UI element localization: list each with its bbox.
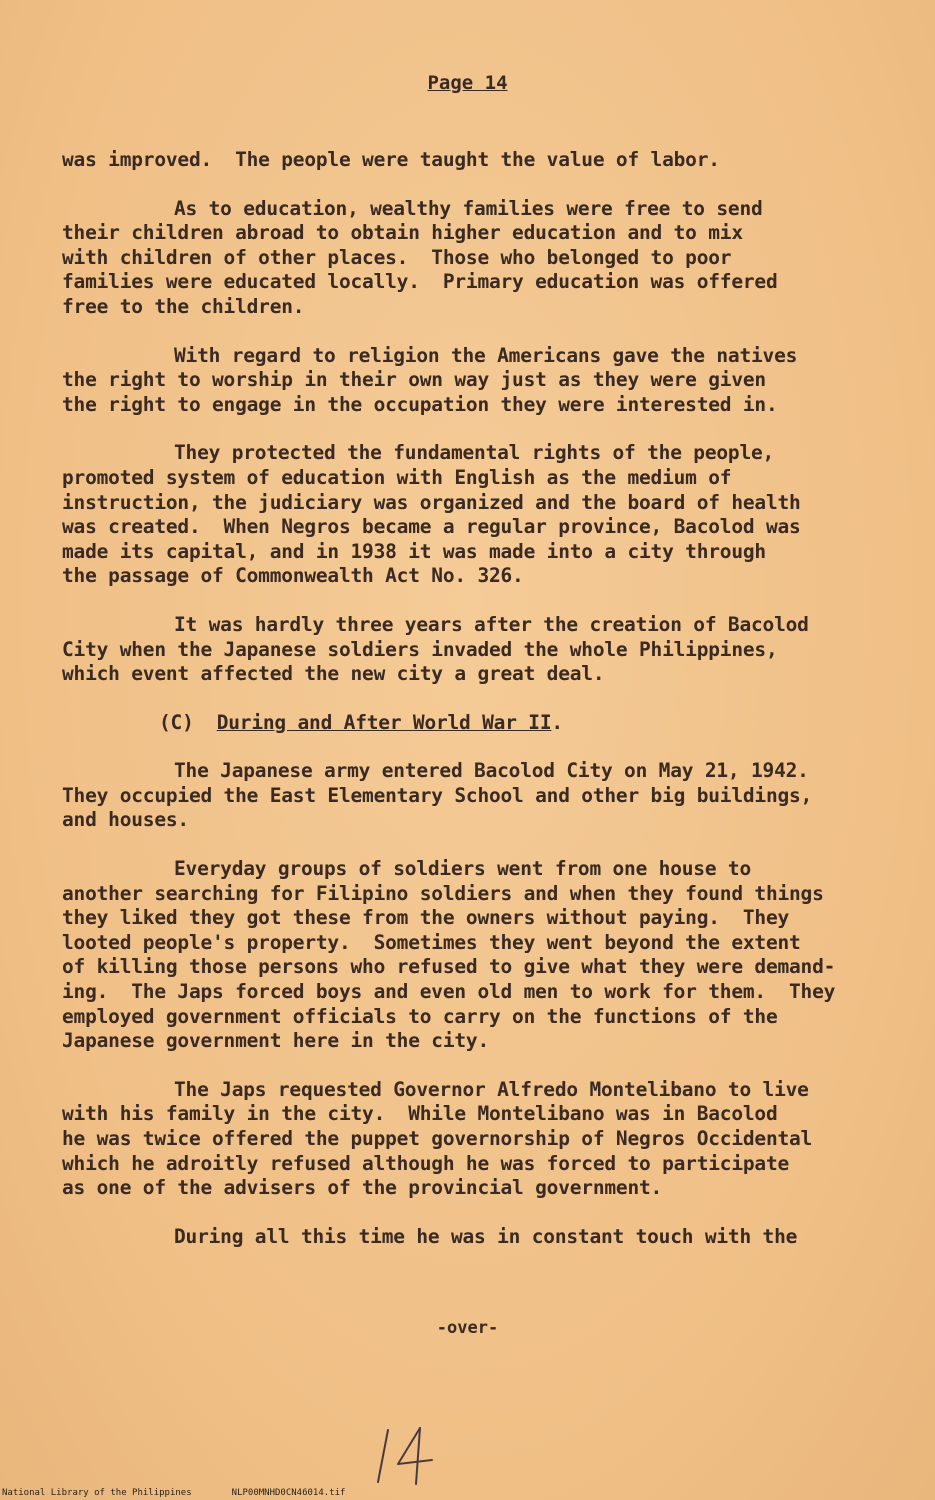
handwritten-page-number <box>370 1420 450 1490</box>
paragraph-line: The Japanese army entered Bacolod City on May 21, 1942. <box>174 759 809 783</box>
section-title: During and After World War II <box>216 710 552 734</box>
paragraph-line: was improved. The people were taught the value of labor. <box>62 148 720 171</box>
footer-over: -over- <box>436 1318 499 1338</box>
paragraph-line: as one of the advisers of the provincial government. <box>62 1176 663 1200</box>
paragraph-line: the passage of Commonwealth Act No. 326. <box>62 564 524 588</box>
paragraph-line: which event affected the new city a great deal. <box>62 662 605 686</box>
section-label: (C) <box>159 710 194 734</box>
paragraph-line: They occupied the East Elementary School and other big buildings, <box>62 783 813 807</box>
body-text <box>62 148 892 1249</box>
paragraph-line: they liked they got these from the owners without paying. They <box>62 906 790 930</box>
section-heading <box>62 711 892 736</box>
paragraph-line: made its capital, and in 1938 it was made into a city through <box>62 539 766 563</box>
paragraph-line: which he adroitly refused although he was forced to participate <box>62 1151 790 1175</box>
paragraph-line: looted people's property. Sometimes they went beyond the extent <box>62 930 801 954</box>
paragraph-line: employed government officials to carry on the functions of the <box>62 1004 778 1028</box>
paragraph-line: It was hardly three years after the creation of Bacolod <box>174 612 809 636</box>
paragraph-line: Japanese government here in the city. <box>62 1029 489 1053</box>
paragraph-line: he was twice offered the puppet governorship of Negros Occidental <box>62 1127 813 1150</box>
archive-file: NLP00MNHD0CN46014.tif <box>231 1488 346 1498</box>
section-suffix: . <box>551 710 563 734</box>
paragraph-line: The Japs requested Governor Alfredo Montelibano to live <box>174 1077 809 1101</box>
paragraph-line: City when the Japanese soldiers invaded the whole Philippines, <box>62 637 778 661</box>
paragraph-line: promoted system of education with English as the medium of <box>62 465 732 489</box>
paragraph-line: the right to engage in the occupation they were interested in. <box>62 392 778 416</box>
page-header <box>0 72 935 94</box>
paragraph-line: another searching for Filipino soldiers and when they found things <box>62 881 824 905</box>
paragraph-line: of killing those persons who refused to give what they were demand- <box>62 955 836 979</box>
archive-library: National Library of the Philippines <box>2 1488 192 1498</box>
paragraph-line: With regard to religion the Americans gave the natives <box>174 343 798 367</box>
paragraph-line: free to the children. <box>62 294 305 318</box>
paragraph-line: and houses. <box>62 808 189 832</box>
paragraph-line: They protected the fundamental rights of the people, <box>174 441 775 465</box>
paragraph-line: with his family in the city. While Montelibano was in Bacolod <box>62 1102 778 1126</box>
paragraph-line: with children of other places. Those who belonged to poor <box>62 245 732 269</box>
paragraph-line: families were educated locally. Primary education was offered <box>62 270 778 294</box>
paragraph-line: was created. When Negros became a regular province, Bacolod was <box>62 515 801 539</box>
paragraph-line: ing. The Japs forced boys and even old men to work for them. They <box>62 980 836 1004</box>
paragraph-line: Everyday groups of soldiers went from one house to <box>174 857 751 881</box>
paragraph-line: instruction, the judiciary was organized and the board of health <box>62 490 801 514</box>
paragraph-line: their children abroad to obtain higher education and to mix <box>62 221 743 245</box>
archive-stamp <box>2 1488 345 1498</box>
paragraph-line: During all this time he was in constant touch with the <box>174 1224 798 1248</box>
paragraph-line: the right to worship in their own way just as they were given <box>62 368 766 392</box>
paragraph-line: As to education, wealthy families were free to send <box>174 196 763 220</box>
page-label: Page 14 <box>427 72 508 94</box>
